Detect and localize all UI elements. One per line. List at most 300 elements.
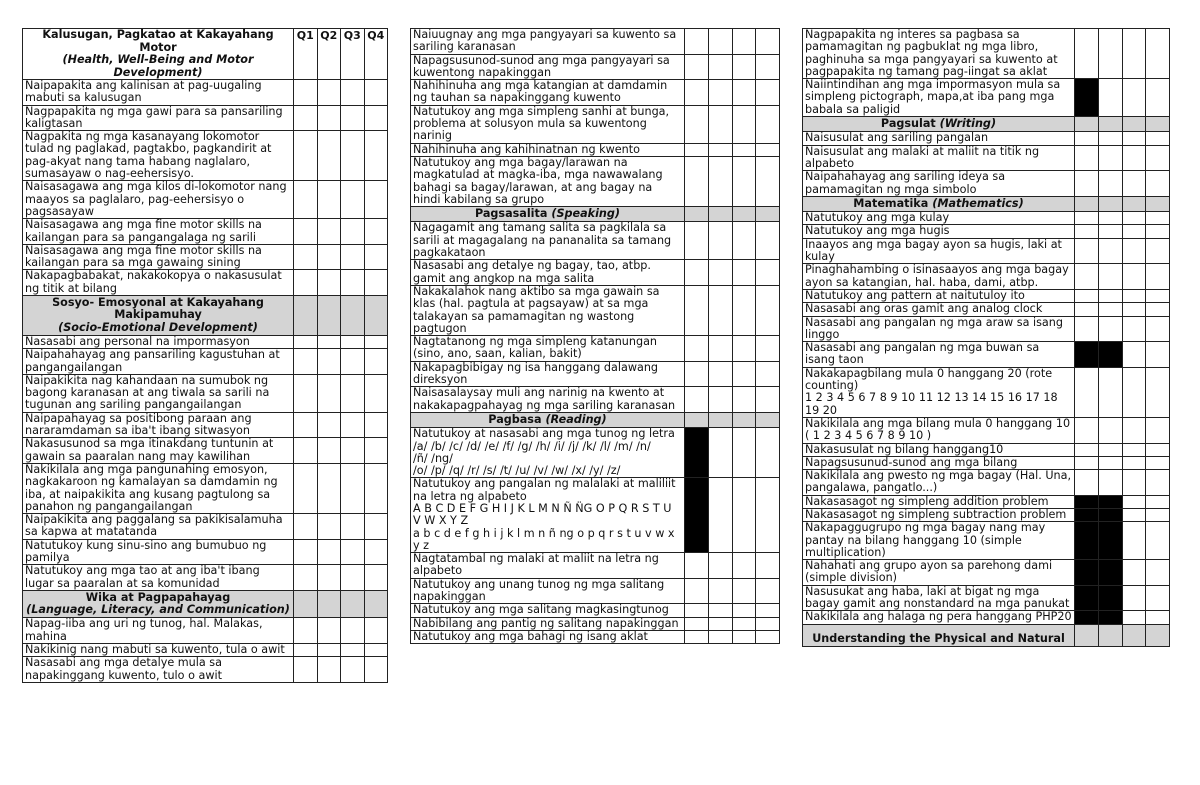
- section-speaking-header: Pagsasalita (Speaking): [411, 207, 685, 222]
- competency-label: Natutukoy ang unang tunog ng mga salitang napakinggan: [411, 578, 685, 604]
- section-header-row: [23, 590, 388, 618]
- rating-cell[interactable]: [341, 438, 365, 464]
- rating-cell[interactable]: [685, 54, 709, 80]
- rating-cell[interactable]: [708, 105, 732, 143]
- table-row: [23, 270, 388, 296]
- panel-right: [802, 28, 1170, 647]
- table-row: [23, 105, 388, 131]
- rating-cell[interactable]: [317, 335, 341, 348]
- rating-cell[interactable]: [708, 260, 732, 286]
- section-header-row: [411, 412, 780, 427]
- competency-label: Naisasagawa ang mga fine motor skills na kailangan para sa pangangalaga ng sarili: [23, 219, 294, 245]
- rating-cell[interactable]: [756, 387, 780, 413]
- table-row: [803, 212, 1170, 225]
- rating-cell[interactable]: [708, 80, 732, 106]
- rating-cell[interactable]: [317, 463, 341, 513]
- rating-cell[interactable]: [732, 553, 756, 579]
- shaded-cell: [1098, 495, 1122, 508]
- rating-cell[interactable]: [341, 219, 365, 245]
- rating-cell[interactable]: [341, 514, 365, 540]
- rating-cell[interactable]: [1075, 29, 1099, 79]
- rating-cell[interactable]: [685, 387, 709, 413]
- rating-cell[interactable]: [708, 285, 732, 335]
- rating-cell[interactable]: [294, 514, 318, 540]
- rating-cell[interactable]: [364, 244, 388, 270]
- rating-cell[interactable]: [341, 105, 365, 131]
- rating-cell[interactable]: [294, 374, 318, 412]
- rating-cell[interactable]: [756, 29, 780, 55]
- section-reading-header: Pagbasa (Reading): [411, 412, 685, 427]
- rating-cell[interactable]: [756, 428, 780, 478]
- rating-cell[interactable]: [341, 618, 365, 644]
- rating-cell[interactable]: [1075, 303, 1099, 316]
- rating-cell[interactable]: [294, 565, 318, 591]
- rating-cell[interactable]: [341, 131, 365, 181]
- section-socio-emotional-header: Sosyo- Emosyonal at Kakayahang Makipamuhay (Socio-Emotional Development): [23, 296, 294, 336]
- rating-cell[interactable]: [1075, 171, 1099, 197]
- rating-cell[interactable]: [364, 131, 388, 181]
- rating-cell[interactable]: [685, 222, 709, 260]
- table-row: [411, 387, 780, 413]
- rating-cell[interactable]: [341, 374, 365, 412]
- rating-cell[interactable]: [756, 553, 780, 579]
- rating-cell[interactable]: [364, 514, 388, 540]
- rating-cell[interactable]: [317, 644, 341, 657]
- rating-cell[interactable]: [1146, 171, 1170, 197]
- rating-cell[interactable]: [317, 374, 341, 412]
- rating-cell[interactable]: [708, 387, 732, 413]
- rating-cell[interactable]: [685, 604, 709, 617]
- rating-cell[interactable]: [708, 156, 732, 206]
- rating-cell[interactable]: [1146, 303, 1170, 316]
- rating-cell[interactable]: [1098, 470, 1122, 496]
- rating-cell[interactable]: [685, 285, 709, 335]
- rating-cell[interactable]: [1075, 225, 1099, 238]
- rating-cell[interactable]: [294, 80, 318, 106]
- rating-cell[interactable]: [294, 219, 318, 245]
- competency-label: Natutukoy ang mga salitang magkasingtunog: [411, 604, 685, 617]
- rating-cell[interactable]: [1146, 289, 1170, 302]
- competency-label: Natutukoy ang mga bagay/larawan na magkatulad at magka-iba, mga nawawalang bahagi sa bagay/larawan, at ang bagay na hindi kabilang sa grupo: [411, 156, 685, 206]
- rating-cell[interactable]: [1122, 495, 1146, 508]
- rating-cell[interactable]: [1146, 264, 1170, 290]
- rating-cell[interactable]: [364, 219, 388, 245]
- rating-cell[interactable]: [1098, 367, 1122, 417]
- rating-cell[interactable]: [1122, 367, 1146, 417]
- rating-cell[interactable]: [685, 553, 709, 579]
- rating-cell[interactable]: [1075, 456, 1099, 469]
- rating-cell[interactable]: [708, 336, 732, 362]
- competency-label: Nakapagbabakat, nakakokopya o nakasusulat ng titik at bilang: [23, 270, 294, 296]
- rating-cell[interactable]: [756, 604, 780, 617]
- rating-cell[interactable]: [364, 565, 388, 591]
- rating-cell[interactable]: [364, 438, 388, 464]
- rating-cell[interactable]: [685, 29, 709, 55]
- rating-cell[interactable]: [1122, 443, 1146, 456]
- table-row: [803, 303, 1170, 316]
- table-row: [803, 238, 1170, 264]
- rating-cell[interactable]: [341, 539, 365, 565]
- shaded-cell: [1075, 508, 1099, 521]
- rating-cell[interactable]: [364, 412, 388, 438]
- rating-cell[interactable]: [756, 336, 780, 362]
- rating-cell[interactable]: [1075, 132, 1099, 145]
- rating-cell[interactable]: [294, 618, 318, 644]
- rating-cell[interactable]: [756, 361, 780, 387]
- rating-cell[interactable]: [756, 617, 780, 630]
- panel-left: [22, 28, 388, 683]
- table-row: [23, 374, 388, 412]
- rating-cell[interactable]: [294, 349, 318, 375]
- rating-cell[interactable]: [1098, 289, 1122, 302]
- rating-cell[interactable]: [708, 617, 732, 630]
- shaded-cell: [1098, 522, 1122, 560]
- competency-label: Nagpakita ng mga kasanayang lokomotor tulad ng paglakad, pagtakbo, pagkandirit at pag-akyat nang tama habang naglalaro, sumasayaw o nag-eehersisyo.: [23, 131, 294, 181]
- rating-cell[interactable]: [1075, 443, 1099, 456]
- rating-cell[interactable]: [708, 143, 732, 156]
- rating-cell[interactable]: [1122, 611, 1146, 624]
- rating-cell[interactable]: [685, 630, 709, 643]
- rating-cell[interactable]: [756, 80, 780, 106]
- rating-cell[interactable]: [1146, 495, 1170, 508]
- section-understanding-header: Understanding the Physical and Natural: [803, 624, 1075, 646]
- rating-cell[interactable]: [317, 270, 341, 296]
- rating-cell[interactable]: [1146, 316, 1170, 342]
- rating-cell[interactable]: [708, 578, 732, 604]
- rating-cell[interactable]: [364, 374, 388, 412]
- rating-cell[interactable]: [294, 463, 318, 513]
- rating-cell[interactable]: [732, 336, 756, 362]
- rating-cell[interactable]: [1122, 264, 1146, 290]
- rating-cell[interactable]: [1146, 560, 1170, 586]
- rating-cell[interactable]: [1122, 342, 1146, 368]
- rating-cell[interactable]: [1098, 303, 1122, 316]
- rating-cell[interactable]: [732, 285, 756, 335]
- rating-cell[interactable]: [317, 244, 341, 270]
- rating-cell[interactable]: [1122, 225, 1146, 238]
- rating-cell[interactable]: [756, 630, 780, 643]
- rating-cell[interactable]: [1098, 443, 1122, 456]
- rating-cell[interactable]: [1122, 522, 1146, 560]
- rating-cell[interactable]: [1075, 145, 1099, 171]
- table-row: [803, 367, 1170, 417]
- rating-cell[interactable]: [1075, 367, 1099, 417]
- section-writing-header: Pagsulat (Writing): [803, 117, 1075, 132]
- rating-cell[interactable]: [341, 657, 365, 683]
- rating-cell[interactable]: [317, 181, 341, 219]
- rating-cell[interactable]: [294, 657, 318, 683]
- rating-cell[interactable]: [732, 478, 756, 553]
- rating-cell[interactable]: [294, 105, 318, 131]
- rating-cell[interactable]: [1122, 79, 1146, 117]
- rating-cell[interactable]: [294, 244, 318, 270]
- rating-cell[interactable]: [294, 539, 318, 565]
- rating-cell[interactable]: [364, 181, 388, 219]
- quarter-header-q2: Q2: [317, 29, 341, 80]
- rating-cell[interactable]: [1122, 289, 1146, 302]
- rating-cell[interactable]: [685, 617, 709, 630]
- competency-label: Naisasagawa ang mga kilos di-lokomotor nang maayos sa paglalaro, pag-eehersisyo o pagsasayaw: [23, 181, 294, 219]
- rating-cell[interactable]: [1075, 264, 1099, 290]
- table-row: [803, 508, 1170, 521]
- rating-cell[interactable]: [732, 105, 756, 143]
- rating-cell[interactable]: [1122, 145, 1146, 171]
- rating-cell[interactable]: [341, 412, 365, 438]
- rating-cell[interactable]: [1146, 470, 1170, 496]
- rating-cell[interactable]: [685, 578, 709, 604]
- rating-cell[interactable]: [708, 553, 732, 579]
- rating-cell[interactable]: [1146, 417, 1170, 443]
- rating-cell[interactable]: [732, 361, 756, 387]
- rating-cell[interactable]: [708, 29, 732, 55]
- rating-cell[interactable]: [341, 463, 365, 513]
- rating-cell[interactable]: [1146, 132, 1170, 145]
- rating-cell[interactable]: [685, 80, 709, 106]
- rating-cell[interactable]: [1146, 212, 1170, 225]
- rating-cell[interactable]: [1075, 316, 1099, 342]
- table-row: [803, 495, 1170, 508]
- rating-cell[interactable]: [1122, 417, 1146, 443]
- rating-cell[interactable]: [364, 270, 388, 296]
- rating-cell[interactable]: [1098, 316, 1122, 342]
- rating-cell[interactable]: [1098, 29, 1122, 79]
- rating-cell[interactable]: [1122, 560, 1146, 586]
- rating-cell[interactable]: [341, 644, 365, 657]
- rating-cell[interactable]: [364, 105, 388, 131]
- shaded-cell: [685, 478, 709, 553]
- competency-label: Nasasabi ang mga detalye mula sa napakinggang kuwento, tulo o awit: [23, 657, 294, 683]
- rating-cell[interactable]: [294, 270, 318, 296]
- table-row: [23, 335, 388, 348]
- rating-cell[interactable]: [732, 604, 756, 617]
- rating-cell[interactable]: [1098, 79, 1122, 117]
- rating-cell[interactable]: [1098, 145, 1122, 171]
- rating-cell[interactable]: [1075, 238, 1099, 264]
- table-row: [23, 219, 388, 245]
- rating-cell[interactable]: [317, 219, 341, 245]
- rating-cell[interactable]: [1122, 303, 1146, 316]
- competency-label: Nabibilang ang pantig ng salitang napakinggan: [411, 617, 685, 630]
- rating-cell[interactable]: [1146, 79, 1170, 117]
- table-row: [23, 618, 388, 644]
- rating-cell[interactable]: [1146, 367, 1170, 417]
- rating-cell[interactable]: [708, 604, 732, 617]
- rating-cell[interactable]: [1146, 443, 1170, 456]
- rating-cell[interactable]: [1075, 289, 1099, 302]
- rating-cell[interactable]: [708, 361, 732, 387]
- table-row: [23, 131, 388, 181]
- rating-cell[interactable]: [364, 80, 388, 106]
- rating-cell[interactable]: [317, 539, 341, 565]
- rating-cell[interactable]: [756, 222, 780, 260]
- rating-cell[interactable]: [341, 335, 365, 348]
- rating-cell[interactable]: [364, 644, 388, 657]
- rating-cell[interactable]: [364, 335, 388, 348]
- rating-cell[interactable]: [732, 80, 756, 106]
- competency-label: Nagpapakita ng interes sa pagbasa sa pamamagitan ng pagbuklat ng mga libro, paghinuha sa mga pangyayari sa kuwento at pagpapakita ng tamang pag-iingat sa aklat: [803, 29, 1075, 79]
- rating-cell[interactable]: [732, 617, 756, 630]
- rating-cell[interactable]: [1122, 171, 1146, 197]
- rating-cell[interactable]: [1146, 145, 1170, 171]
- rating-cell[interactable]: [294, 644, 318, 657]
- rating-cell[interactable]: [294, 438, 318, 464]
- rating-cell[interactable]: [317, 618, 341, 644]
- rating-cell[interactable]: [341, 565, 365, 591]
- rating-cell[interactable]: [294, 412, 318, 438]
- competency-label: Naipahahayag ang pansariling kagustuhan at pangangailangan: [23, 349, 294, 375]
- rating-cell[interactable]: [685, 336, 709, 362]
- rating-cell[interactable]: [341, 270, 365, 296]
- rating-cell[interactable]: [1146, 29, 1170, 79]
- rating-cell[interactable]: [1146, 342, 1170, 368]
- rating-cell[interactable]: [708, 630, 732, 643]
- rating-cell[interactable]: [1122, 508, 1146, 521]
- competency-label: Napag-iiba ang uri ng tunog, hal. Malakas, mahina: [23, 618, 294, 644]
- rating-cell[interactable]: [1098, 238, 1122, 264]
- shaded-cell: [1075, 585, 1099, 611]
- rating-cell[interactable]: [708, 428, 732, 478]
- rating-cell[interactable]: [364, 349, 388, 375]
- competency-label: Naiuugnay ang mga pangyayari sa kuwento sa sariling karanasan: [411, 29, 685, 55]
- rating-cell[interactable]: [317, 565, 341, 591]
- rating-cell[interactable]: [1146, 611, 1170, 624]
- rating-cell[interactable]: [341, 80, 365, 106]
- rating-cell[interactable]: [317, 80, 341, 106]
- rating-cell[interactable]: [732, 630, 756, 643]
- rating-cell[interactable]: [1146, 238, 1170, 264]
- rating-cell[interactable]: [732, 578, 756, 604]
- rating-cell[interactable]: [317, 105, 341, 131]
- table-row: [411, 336, 780, 362]
- rating-cell[interactable]: [1098, 456, 1122, 469]
- rating-cell[interactable]: [1098, 132, 1122, 145]
- rating-cell[interactable]: [1075, 417, 1099, 443]
- quarter-header-q4: Q4: [364, 29, 388, 80]
- competency-label: Nakakalahok nang aktibo sa mga gawain sa klas (hal. pagtula at pagsayaw) at sa mga talakayan sa pamamagitan ng wastong pagtugon: [411, 285, 685, 335]
- rating-cell[interactable]: [708, 54, 732, 80]
- competency-letter-names: Natutukoy ang pangalan ng malalaki at maliliit na letra ng alpabeto A B C D E F G H I J K L M N Ñ N̈G O P Q R S T U V W X Y Z a b c d e f g h i j k l m n ñ ng o p q r s t u v w x y z: [411, 478, 685, 553]
- rating-cell[interactable]: [756, 54, 780, 80]
- rating-cell[interactable]: [1098, 225, 1122, 238]
- rating-cell[interactable]: [1146, 456, 1170, 469]
- rating-cell[interactable]: [1122, 212, 1146, 225]
- rating-cell[interactable]: [732, 387, 756, 413]
- rating-cell[interactable]: [364, 539, 388, 565]
- shaded-cell: [1098, 342, 1122, 368]
- rating-cell[interactable]: [364, 463, 388, 513]
- competency-label: Napagsusunod-sunod ang mga pangyayari sa kuwentong napakinggan: [411, 54, 685, 80]
- rating-cell[interactable]: [685, 105, 709, 143]
- rating-cell[interactable]: [1122, 238, 1146, 264]
- shaded-cell: [1098, 508, 1122, 521]
- table-row: [411, 578, 780, 604]
- rating-cell[interactable]: [1122, 470, 1146, 496]
- rating-cell[interactable]: [294, 335, 318, 348]
- rating-cell[interactable]: [732, 143, 756, 156]
- rating-cell[interactable]: [756, 260, 780, 286]
- competency-label: Nagagamit ang tamang salita sa pagkilala sa sarili at magagalang na pananalita sa tamang pagkakataon: [411, 222, 685, 260]
- rating-cell[interactable]: [1146, 585, 1170, 611]
- competency-label: Naisusulat ang sariling pangalan: [803, 132, 1075, 145]
- rating-cell[interactable]: [364, 618, 388, 644]
- rating-cell[interactable]: [341, 349, 365, 375]
- rating-cell[interactable]: [1146, 522, 1170, 560]
- rating-cell[interactable]: [1146, 225, 1170, 238]
- rating-cell[interactable]: [756, 143, 780, 156]
- rating-cell[interactable]: [1122, 585, 1146, 611]
- table-row: [411, 156, 780, 206]
- rating-cell[interactable]: [341, 244, 365, 270]
- rating-cell[interactable]: [317, 349, 341, 375]
- rating-cell[interactable]: [732, 156, 756, 206]
- rating-cell[interactable]: [294, 131, 318, 181]
- rating-cell[interactable]: [732, 54, 756, 80]
- competency-label: Nagpapakita ng mga gawi para sa pansariling kaligtasan: [23, 105, 294, 131]
- table-row: [23, 463, 388, 513]
- rating-cell[interactable]: [756, 105, 780, 143]
- competency-label: Natutukoy ang mga tao at ang iba't ibang lugar sa paaralan at sa komunidad: [23, 565, 294, 591]
- shaded-cell: [1075, 79, 1099, 117]
- rating-cell[interactable]: [756, 156, 780, 206]
- competency-label: Napagsusunud-sunod ang mga bilang: [803, 456, 1075, 469]
- rating-cell[interactable]: [294, 181, 318, 219]
- rating-cell[interactable]: [708, 478, 732, 553]
- rating-cell[interactable]: [1122, 316, 1146, 342]
- rating-cell[interactable]: [732, 222, 756, 260]
- rating-cell[interactable]: [1122, 456, 1146, 469]
- rating-cell[interactable]: [685, 361, 709, 387]
- rating-cell[interactable]: [685, 156, 709, 206]
- table-row: [23, 644, 388, 657]
- rating-cell[interactable]: [685, 143, 709, 156]
- rating-cell[interactable]: [1146, 508, 1170, 521]
- competency-label: Nakapagbibigay ng isa hanggang dalawang direksyon: [411, 361, 685, 387]
- rating-cell[interactable]: [317, 514, 341, 540]
- rating-cell[interactable]: [756, 578, 780, 604]
- competency-label: Nasusukat ang haba, laki at bigat ng mga bagay gamit ang nonstandard na mga panukat: [803, 585, 1075, 611]
- rating-cell[interactable]: [732, 260, 756, 286]
- table-row: [23, 244, 388, 270]
- rating-cell[interactable]: [732, 29, 756, 55]
- rating-cell[interactable]: [317, 412, 341, 438]
- rating-cell[interactable]: [317, 438, 341, 464]
- competency-label: Naiintindihan ang mga impormasyon mula sa simpleng pictograph, mapa,at iba pang mga babala sa paligid: [803, 79, 1075, 117]
- table-row: [411, 105, 780, 143]
- rating-cell[interactable]: [756, 478, 780, 553]
- rating-cell[interactable]: [364, 657, 388, 683]
- competency-label: Nakikilala ang halaga ng pera hanggang PHP20: [803, 611, 1075, 624]
- rating-cell[interactable]: [1122, 29, 1146, 79]
- rating-cell[interactable]: [1122, 132, 1146, 145]
- rating-cell[interactable]: [1098, 212, 1122, 225]
- rating-cell[interactable]: [756, 285, 780, 335]
- checklist-table-right: [802, 28, 1170, 647]
- rating-cell[interactable]: [1098, 264, 1122, 290]
- rating-cell[interactable]: [1075, 470, 1099, 496]
- rating-cell[interactable]: [1075, 212, 1099, 225]
- shaded-cell: [1075, 560, 1099, 586]
- rating-cell[interactable]: [708, 222, 732, 260]
- competency-label: Nasasabi ang personal na impormasyon: [23, 335, 294, 348]
- rating-cell[interactable]: [685, 260, 709, 286]
- rating-cell[interactable]: [1098, 417, 1122, 443]
- rating-cell[interactable]: [1098, 171, 1122, 197]
- rating-cell[interactable]: [341, 181, 365, 219]
- table-row: [411, 361, 780, 387]
- rating-cell[interactable]: [317, 657, 341, 683]
- rating-cell[interactable]: [732, 428, 756, 478]
- rating-cell[interactable]: [317, 131, 341, 181]
